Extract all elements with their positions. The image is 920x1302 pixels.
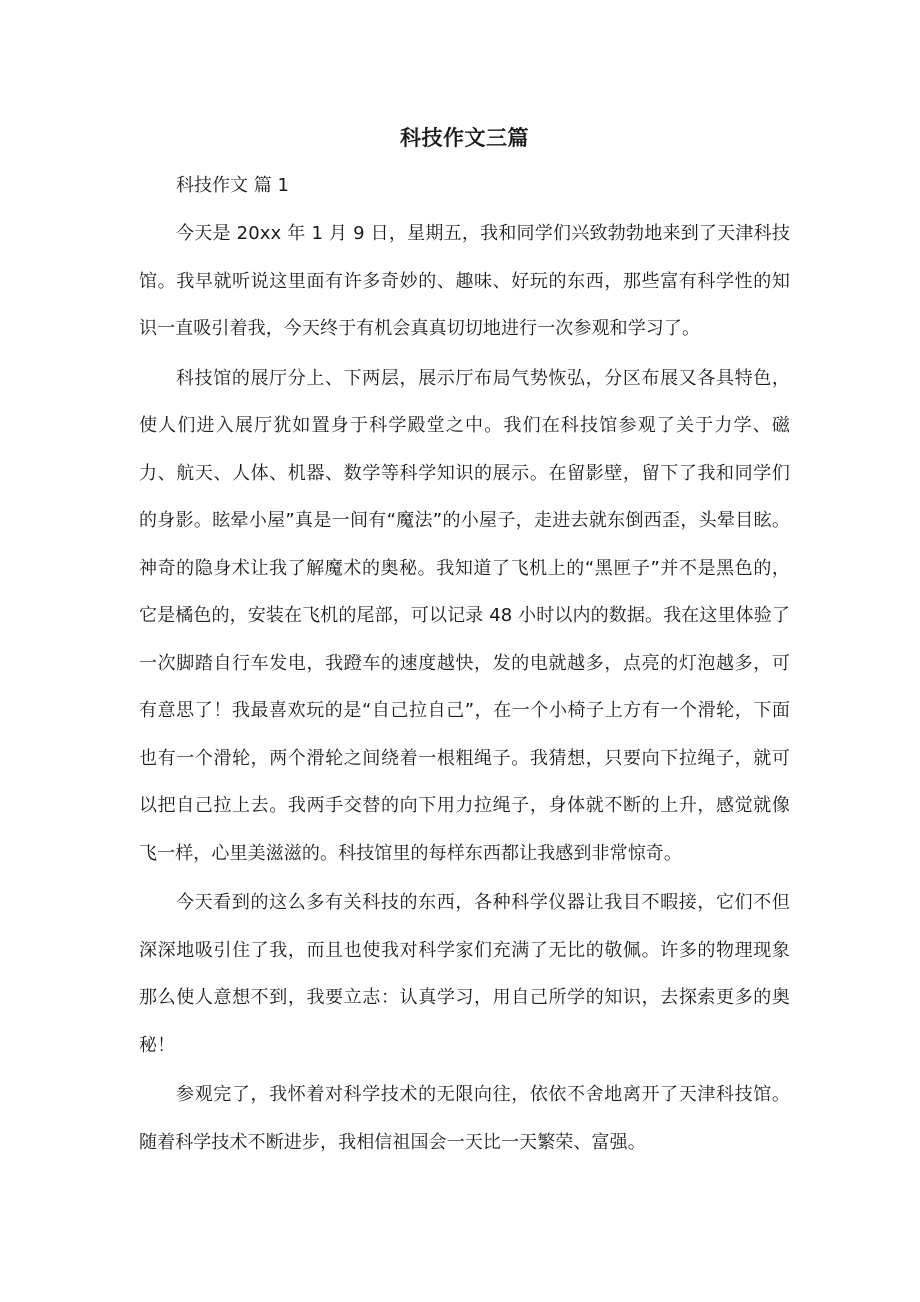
section-heading: 科技作文 篇 1 — [176, 175, 289, 196]
document-title: 科技作文三篇 — [400, 126, 529, 150]
paragraph-4: 参观完了，我怀着对科学技术的无限向往，依依不舍地离开了天津科技馆。随着科学技术不断进步，我相信祖国会一天比一天繁荣、富强。 — [139, 1084, 790, 1153]
paragraph-1: 今天是 20xx 年 1 月 9 日，星期五，我和同学们兴致勃勃地来到了天津科技馆。我早就听说这里面有许多奇妙的、趣味、好玩的东西，那些富有科学性的知识一直吸引着我，今天终于有机会真真切切地进行一次参观和学习了。 — [139, 223, 790, 339]
paragraph-3: 今天看到的这么多有关科技的东西，各种科学仪器让我目不暇接，它们不但深深地吸引住了我，而且也使我对科学家们充满了无比的敬佩。许多的物理现象那么使人意想不到，我要立志：认真学习，用自己所学的知识，去探索更多的奥秘！ — [139, 892, 790, 1056]
paragraph-2: 科技馆的展厅分上、下两层，展示厅布局气势恢弘，分区布展又各具特色，使人们进入展厅犹如置身于科学殿堂之中。我们在科技馆参观了关于力学、磁力、航天、人体、机器、数学等科学知识的展示。在留影壁，留下了我和同学们的身影。眩晕小屋”真是一间有“魔法”的小屋子，走进去就东倒西歪，头晕目眩。神奇的隐身术让我了解魔术的奥秘。我知道了飞机上的“黑匣子”并不是黑色的，它是橘色的，安装在飞机的尾部，可以记录 48 小时以内的数据。我在这里体验了一次脚踏自行车发电，我蹬车的速度越快，发的电就越多，点亮的灯泡越多，可有意思了！我最喜欢玩的是“自己拉自己”，在一个小椅子上方有一个滑轮，下面也有一个滑轮，两个滑轮之间绕着一根粗绳子。我猜想，只要向下拉绳子，就可以把自己拉上去。我两手交替的向下用力拉绳子，身体就不断的上升，感觉就像飞一样，心里美滋滋的。科技馆里的每样东西都让我感到非常惊奇。 — [139, 367, 790, 864]
